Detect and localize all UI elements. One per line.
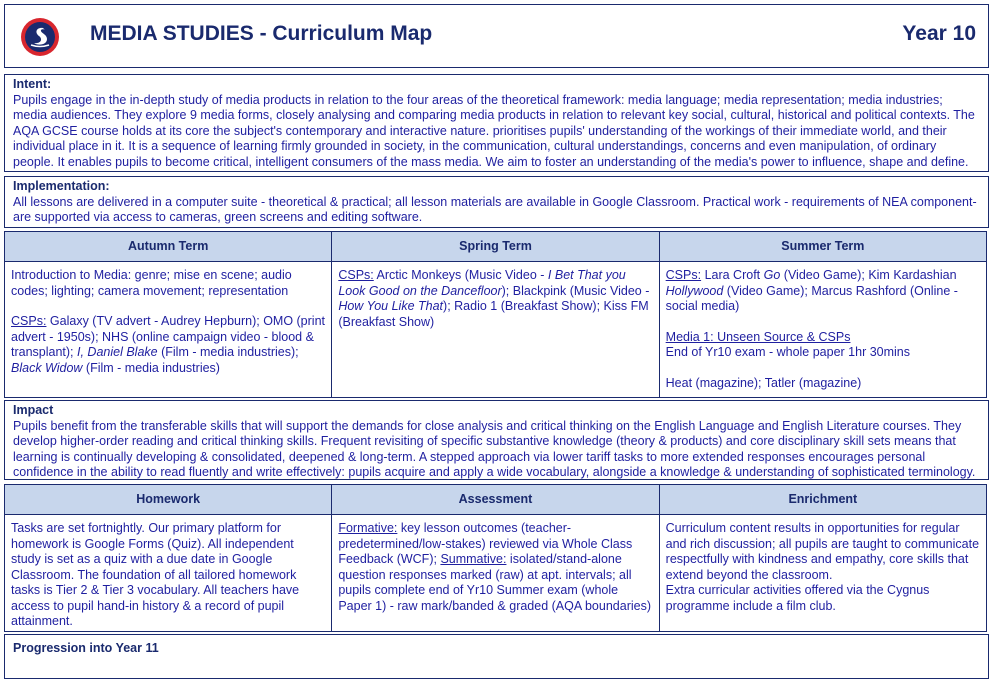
- implementation-section: [4, 176, 989, 228]
- intent-heading: Intent:: [13, 77, 52, 91]
- summer-term-body: [660, 262, 986, 397]
- page-header: [4, 4, 989, 68]
- assessment-text: Formative: key lesson outcomes (teacher-predetermined/low-stakes) reviewed via Whole Class Feedback (WCF); Summative: isolated/stand-alone question responses marked (raw) at apt. intervals; all pupils complete end of Yr10 Summer exam (whole Paper 1) - raw mark/banded & graded (AQA boundaries): [338, 521, 651, 613]
- assessment-heading: Assessment: [332, 485, 658, 515]
- enrichment-column: [659, 484, 987, 632]
- homework-column: [4, 484, 332, 632]
- swan-logo-icon: [20, 17, 60, 57]
- impact-section: [4, 400, 989, 480]
- intent-text: Pupils engage in the in-depth study of media products in relation to the four areas of the theoretical framework: media language; media representation; media industries; media audiences. They explore 9 media forms, closely analysing and comparing media products in relation to relevant key social, cultural, historical and political contexts. The AQA GCSE course holds at its core the subject's contemporary and interactive nature. prioritises pupils' understanding of the workings of their immediate world, and their individual place in it. It is a sequence of learning firmly grounded in society, in the communication, cultural understandings, concerns and even manipulation, of ordinary people. It enables pupils to become critical, intelligent consumers of the mass media. We aim to foster an understanding of the media's power to influence, shape and define.: [13, 92, 975, 169]
- enrichment-heading: Enrichment: [660, 485, 986, 515]
- spring-term-body: [332, 262, 658, 336]
- progression-section: [4, 634, 989, 679]
- bottom-grid: [4, 484, 989, 632]
- autumn-term-body: [5, 262, 331, 382]
- assessment-column: [331, 484, 659, 632]
- intent-section: [4, 74, 989, 172]
- autumn-term-column: [4, 231, 332, 398]
- homework-heading: Homework: [5, 485, 331, 515]
- terms-grid: [4, 231, 989, 398]
- summer-exam-text: End of Yr10 exam - whole paper 1hr 30mins: [665, 345, 911, 359]
- autumn-csps: CSPs: Galaxy (TV advert - Audrey Hepburn); OMO (print advert - 1950s); NHS (online campaign video - blood & transplant); I, Daniel Blake (Film - media industries); Black Widow (Film - media industries): [11, 314, 326, 375]
- impact-text: Pupils benefit from the transferable skills that will support the demands for close analysis and critical thinking on the English Language and English Literature courses. They develop higher-order reading and critical thinking skills. Frequent revisiting of specific substantive knowledge (theory & products) and core disciplinary skill sets means that learning is continually developing & consolidated, deepened & long-term. A stepped approach via lower tariff tasks to more extended responses encourages personal confidence in the ability to read fluently and write effectively: pupils acquire and apply a wide vocabulary, alongside a knowledge & understanding of sophisticated terminology.: [13, 418, 976, 479]
- progression-heading: Progression into Year 11: [13, 641, 159, 655]
- summer-csps: CSPs: Lara Croft Go (Video Game); Kim Kardashian Hollywood (Video Game); Marcus Rashford (Online - social media): [665, 268, 958, 313]
- enrichment-text-1: Curriculum content results in opportunities for regular and rich discussion; all pupils are taught to communicate respectfully with kindness and empathy, core skills that extend beyond the classroom.: [665, 521, 980, 582]
- year-label: Year 10: [902, 22, 976, 45]
- autumn-term-heading: Autumn Term: [5, 232, 331, 262]
- spring-term-heading: Spring Term: [332, 232, 658, 262]
- spring-csps: CSPs: Arctic Monkeys (Music Video - I Bet That you Look Good on the Dancefloor); Blackpink (Music Video - How You Like That); Radio 1 (Breakfast Show); Kiss FM (Breakfast Show): [338, 268, 650, 329]
- summer-heat-text: Heat (magazine); Tatler (magazine): [665, 375, 862, 390]
- enrichment-body: [660, 515, 986, 620]
- homework-text: Tasks are set fortnightly. Our primary platform for homework is Google Forms (Quiz). All independent study is set as a quiz with a due date in Google Classroom. The foundation of all tailored homework tasks is Tier 2 & Tier 3 vocabulary. All teachers have access to pupil hand-in history & a record of pupil attainment.: [11, 521, 300, 628]
- summer-term-heading: Summer Term: [660, 232, 986, 262]
- page-title: MEDIA STUDIES - Curriculum Map: [90, 22, 433, 45]
- enrichment-text-2: Extra curricular activities offered via the Cygnus programme include a film club.: [665, 583, 930, 613]
- assessment-body: [332, 515, 658, 620]
- implementation-heading: Implementation:: [13, 179, 110, 193]
- homework-body: [5, 515, 331, 636]
- summer-term-column: [659, 231, 987, 398]
- autumn-intro: Introduction to Media: genre; mise en scene; audio codes; lighting; camera movement; representation: [11, 268, 292, 298]
- spring-term-column: [331, 231, 659, 398]
- implementation-text: All lessons are delivered in a computer suite - theoretical & practical; all lesson materials are available in Google Classroom. Practical work - requirements of NEA component- are supported via access to cameras, green screens and editing software.: [13, 194, 977, 224]
- summer-media-label: Media 1: Unseen Source & CSPs: [665, 329, 851, 344]
- impact-heading: Impact: [13, 403, 54, 417]
